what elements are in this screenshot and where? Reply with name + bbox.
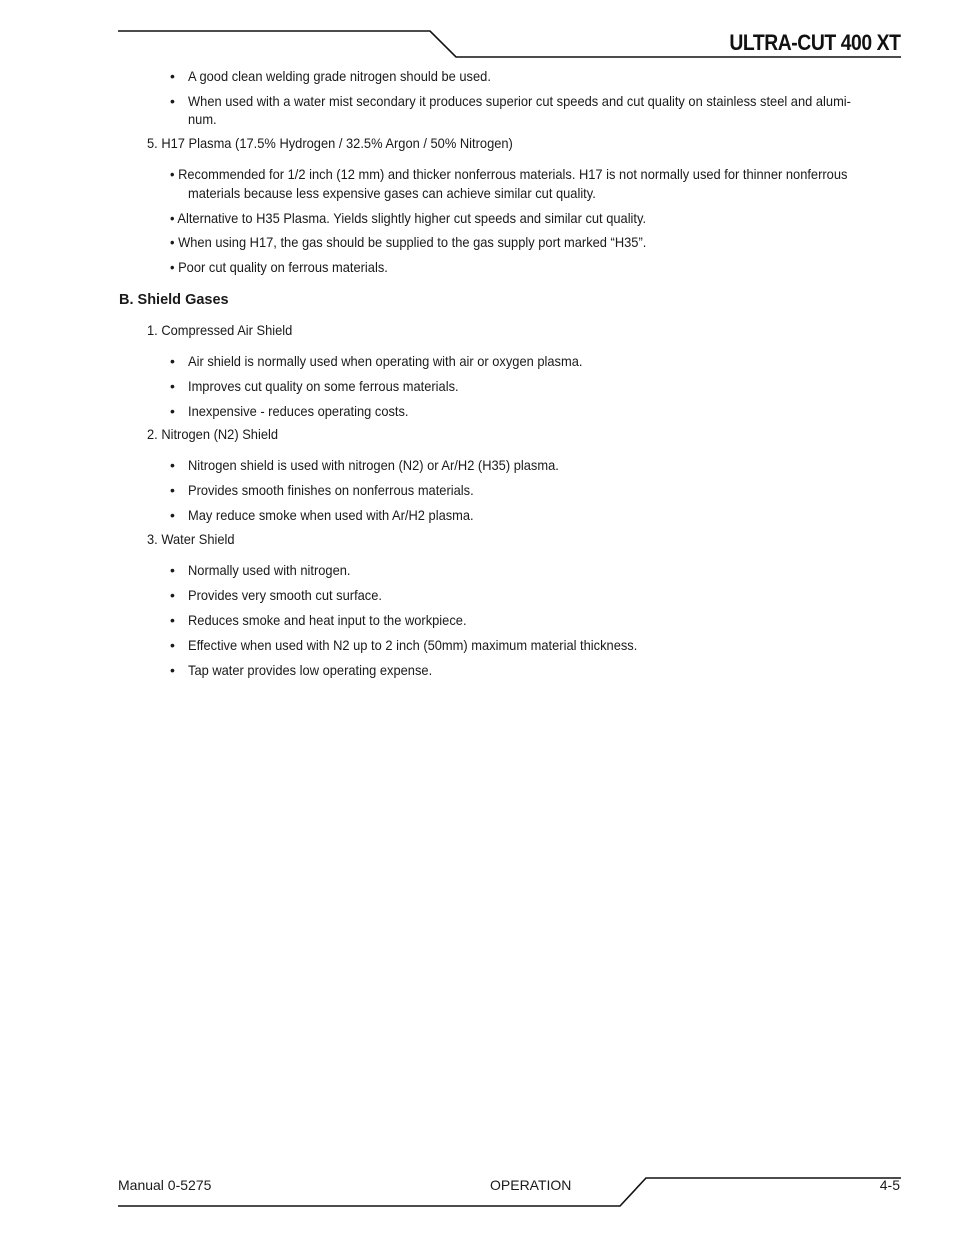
bullet-text: Improves cut quality on some ferrous materials.	[188, 378, 459, 394]
bullet-dot: •	[170, 482, 175, 498]
bullet-dot: •	[170, 612, 175, 628]
bullet-text: Inexpensive - reduces operating costs.	[188, 403, 409, 419]
bullet-dot: •	[170, 457, 175, 473]
bullet-text: May reduce smoke when used with Ar/H2 plasma.	[188, 507, 474, 523]
section-heading-shield-gases: B. Shield Gases	[119, 292, 229, 308]
bullet-dot: •	[170, 353, 175, 369]
list-heading-water-shield: 3. Water Shield	[147, 531, 235, 547]
bullet-text: A good clean welding grade nitrogen should be used.	[188, 68, 491, 84]
bullet-dot: •	[170, 637, 175, 653]
footer-page-number: 4-5	[879, 1177, 900, 1193]
bullet-text-continuation: materials because less expensive gases can achieve similar cut quality.	[188, 185, 596, 201]
bullet-text: • Recommended for 1/2 inch (12 mm) and thicker nonferrous materials. H17 is not normally used for thinner nonferrous	[170, 166, 848, 182]
footer-section-name: OPERATION	[490, 1177, 572, 1193]
bullet-text: Provides smooth finishes on nonferrous materials.	[188, 482, 474, 498]
bullet-text: Air shield is normally used when operating with air or oxygen plasma.	[188, 353, 583, 369]
list-heading-h17: 5. H17 Plasma (17.5% Hydrogen / 32.5% Argon / 50% Nitrogen)	[147, 135, 513, 151]
bullet-text: Reduces smoke and heat input to the workpiece.	[188, 612, 467, 628]
bullet-dot: •	[170, 68, 175, 84]
bullet-dot: •	[170, 662, 175, 678]
bullet-text: Normally used with nitrogen.	[188, 562, 351, 578]
bullet-text: Tap water provides low operating expense.	[188, 662, 433, 678]
bullet-text: • Alternative to H35 Plasma. Yields slightly higher cut speeds and similar cut quality.	[170, 210, 647, 226]
bullet-dot: •	[170, 378, 175, 394]
list-heading-compressed-air: 1. Compressed Air Shield	[147, 322, 293, 338]
bullet-dot: •	[170, 587, 175, 603]
bullet-dot: •	[170, 403, 175, 419]
bullet-text: Effective when used with N2 up to 2 inch (50mm) maximum material thickness.	[188, 637, 638, 653]
product-title: ULTRA-CUT 400 XT	[728, 30, 900, 55]
bullet-text: • When using H17, the gas should be supplied to the gas supply port marked “H35”.	[170, 234, 647, 250]
footer-manual-number: Manual 0-5275	[118, 1177, 212, 1193]
bullet-text: • Poor cut quality on ferrous materials.	[170, 259, 388, 275]
bullet-dot: •	[170, 93, 175, 109]
bullet-dot: •	[170, 562, 175, 578]
bullet-text: Provides very smooth cut surface.	[188, 587, 383, 603]
list-heading-nitrogen-shield: 2. Nitrogen (N2) Shield	[147, 426, 279, 442]
bullet-text-continuation: num.	[188, 111, 217, 127]
bullet-text: When used with a water mist secondary it produces superior cut speeds and cut quality on stainless steel and alumi-	[188, 93, 851, 109]
bullet-text: Nitrogen shield is used with nitrogen (N2) or Ar/H2 (H35) plasma.	[188, 457, 559, 473]
bullet-dot: •	[170, 507, 175, 523]
